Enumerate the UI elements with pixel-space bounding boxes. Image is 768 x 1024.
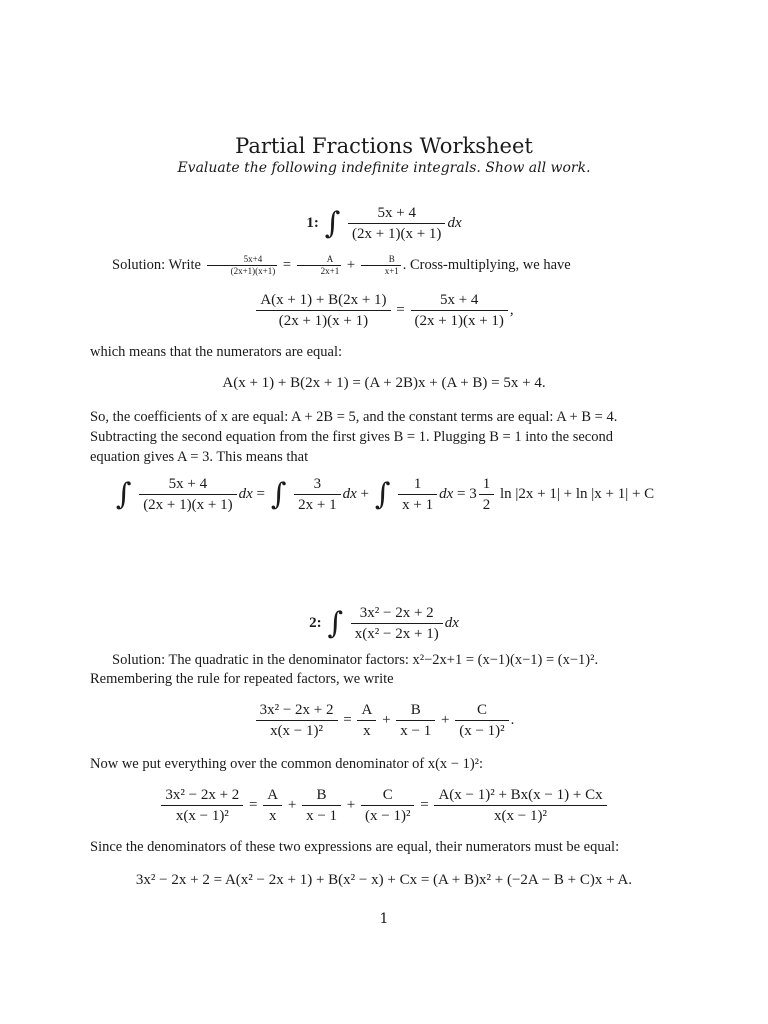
dx: dx	[439, 485, 454, 502]
final-coef-fraction	[479, 474, 495, 515]
p2-eq2-rhs	[434, 785, 606, 826]
dx: dx	[238, 485, 253, 502]
p2-eq2-lhs	[161, 785, 243, 826]
final-tail: ln |2x + 1| + ln |x + 1| + C	[499, 485, 655, 502]
problem-1-statement	[0, 203, 768, 244]
page-subtitle: Evaluate the following indefinite integrals. Show all work.	[177, 160, 591, 176]
small-fraction-a	[297, 254, 342, 277]
integral-sign: ∫	[270, 476, 287, 512]
final-t2-den: x + 1	[402, 497, 434, 513]
small-a: A	[297, 254, 342, 266]
problem-2-label: 2:	[309, 614, 322, 631]
paragraph-line-2: Subtracting the second equation from the first gives B = 1. Plugging B = 1 into the second	[90, 429, 613, 445]
p2-term-a	[357, 700, 376, 741]
small-b-den: x+1	[384, 266, 399, 276]
problem-2-solution-line-2: Remembering the rule for repeated factors, we write	[90, 671, 394, 687]
final-lhs	[139, 474, 236, 515]
p2-eq1-lhs-num: 3x² − 2x + 2	[256, 700, 338, 721]
dx: dx	[342, 485, 357, 502]
p2-eq2-rhs-num: A(x − 1)² + Bx(x − 1) + Cx	[434, 785, 606, 806]
final-term-1	[294, 474, 340, 515]
solution-mid: . Cross-multiplying, we have	[402, 256, 571, 273]
small-fraction-b	[361, 254, 401, 277]
p2-eq2-term-a	[263, 785, 282, 826]
problem-2-statement	[0, 603, 768, 644]
page-title: Partial Fractions Worksheet	[235, 134, 533, 158]
problem-1-final-equation: ∫ $\frac{5x + 4}{(2x + 1)(x + 1)}$ dx = ∫ $\frac{3}{2x + 1}$ dx + ∫ $\frac{1}{x + 1}$ dx = 3 $\frac{1}{2}$ ln |2x + 1| + ln |x + 1| + C	[115, 476, 655, 513]
p2-eq2-term-c	[361, 785, 414, 826]
numerators-text: which means that the numerators are equal:	[90, 344, 343, 360]
solution-lead: Solution: Write	[112, 256, 201, 273]
final-coef-whole: 3	[469, 485, 477, 502]
small-a-den: 2x+1	[320, 266, 340, 276]
final-term-2	[398, 474, 437, 515]
paragraph-line-3: equation gives A = 3. This means that	[90, 449, 309, 465]
problem-1-equation-2: A(x + 1) + B(2x + 1) = (A + 2B)x + (A + B) = 5x + 4.	[222, 375, 546, 391]
eq1-lhs-num: A(x + 1) + B(2x + 1)	[256, 290, 390, 311]
p2-xm1sq: (x − 1)²	[459, 723, 505, 739]
p2-eq2-lhs-num: 3x² − 2x + 2	[161, 785, 243, 806]
p2-eq2-x: x	[268, 808, 277, 824]
p2-eq2-xm1sq: (x − 1)²	[365, 808, 411, 824]
problem-1-label: 1:	[306, 214, 319, 231]
p2-xm1: x − 1	[400, 723, 432, 739]
dx: dx	[444, 614, 459, 631]
eq1-rhs-den: (2x + 1)(x + 1)	[414, 313, 504, 329]
integral-sign: ∫	[327, 605, 344, 641]
eq1-lhs	[256, 290, 390, 331]
integrand-denominator: x(x² − 2x + 1)	[354, 626, 439, 642]
integral-sign: ∫	[324, 205, 341, 241]
integrand-denominator: (2x + 1)(x + 1)	[352, 226, 442, 242]
common-denominator-text: Now we put everything over the common denominator of x(x − 1)²:	[90, 756, 484, 772]
problem-1-equation-1: $\frac{A(x + 1) + B(2x + 1)}{(2x + 1)(x + 1)}$ = $\frac{5x + 4}{(2x + 1)(x + 1)}$ ,	[0, 290, 768, 331]
p2-term-b	[396, 700, 435, 741]
p2-a: A	[357, 700, 376, 721]
p2-c: C	[455, 700, 508, 721]
problem-2-equation-3: 3x² − 2x + 2 = A(x² − 2x + 1) + B(x² − x) + Cx = (A + B)x² + (−2A − B + C)x + A.	[135, 872, 633, 888]
problem-1-solution-intro: Solution: Write $\frac{5x+4}{(2x+1)(x+1)}$ = $\frac{A}{2x+1}$ + $\frac{B}{x+1}$ . Cross-multiplying, we have	[112, 254, 571, 276]
final-lhs-num: 5x + 4	[139, 474, 236, 495]
integral-sign: ∫	[115, 476, 132, 512]
p2-eq1-lhs	[256, 700, 338, 741]
problem-2-equation-2: $\frac{\text{3x² − 2x + 2}}{\text{x(x − 1)²}}$ = $\frac{A}{x}$ + $\frac{B}{x - 1}$ + $\frac{C}{\text{(x − 1)²}}$ = $\frac{\text{A(x − 1)² + Bx(x − 1) + Cx}}{\text{x(x − 1)²}}$	[0, 785, 768, 826]
integrand-numerator: 5x + 4	[348, 203, 445, 224]
dx: dx	[447, 214, 462, 231]
final-t1-den: 2x + 1	[298, 497, 337, 513]
final-t1-num: 3	[294, 474, 340, 495]
small-den: (2x+1)(x+1)	[230, 266, 276, 276]
page-number: 1	[379, 911, 389, 927]
eq1-lhs-den: (2x + 1)(x + 1)	[278, 313, 369, 329]
p2-eq2-rhs-den: x(x − 1)²	[494, 808, 547, 824]
final-coef-num: 1	[479, 474, 495, 495]
final-coef-den: 2	[482, 497, 491, 513]
p2-term-c	[455, 700, 508, 741]
p2-eq2-b: B	[302, 785, 341, 806]
problem-1-integrand	[348, 203, 445, 244]
p2-eq2-a: A	[263, 785, 282, 806]
problem-2-equation-1: $\frac{\text{3x² − 2x + 2}}{\text{x(x − 1)²}}$ = $\frac{A}{x}$ + $\frac{B}{x - 1}$ + $\frac{C}{\text{(x − 1)²}}$ .	[0, 700, 768, 741]
problem-2-solution-line-1: Solution: The quadratic in the denominator factors: x²−2x+1 = (x−1)(x−1) = (x−1)².	[112, 652, 599, 668]
paragraph-line-1: So, the coefficients of x are equal: A + 2B = 5, and the constant terms are equal: A + B = 4.	[90, 409, 618, 425]
small-fraction-lhs	[207, 254, 278, 277]
integral-sign: ∫	[374, 476, 391, 512]
final-lhs-den: (2x + 1)(x + 1)	[143, 497, 233, 513]
since-text: Since the denominators of these two expressions are equal, their numerators must be equal:	[90, 839, 620, 855]
eq1-rhs-num: 5x + 4	[411, 290, 508, 311]
p2-eq2-c: C	[361, 785, 414, 806]
integrand-numerator: 3x² − 2x + 2	[351, 603, 443, 624]
problem-2-integrand	[351, 603, 443, 644]
small-num: 5x+4	[207, 254, 278, 266]
p2-eq1-lhs-den: x(x − 1)²	[270, 723, 324, 739]
p2-eq2-lhs-den: x(x − 1)²	[175, 808, 229, 824]
p2-b: B	[396, 700, 435, 721]
p2-x: x	[363, 723, 371, 739]
p2-eq2-xm1: x − 1	[306, 808, 338, 824]
p2-eq2-term-b	[302, 785, 341, 826]
final-t2-num: 1	[398, 474, 437, 495]
small-b: B	[361, 254, 401, 266]
eq1-rhs	[411, 290, 508, 331]
